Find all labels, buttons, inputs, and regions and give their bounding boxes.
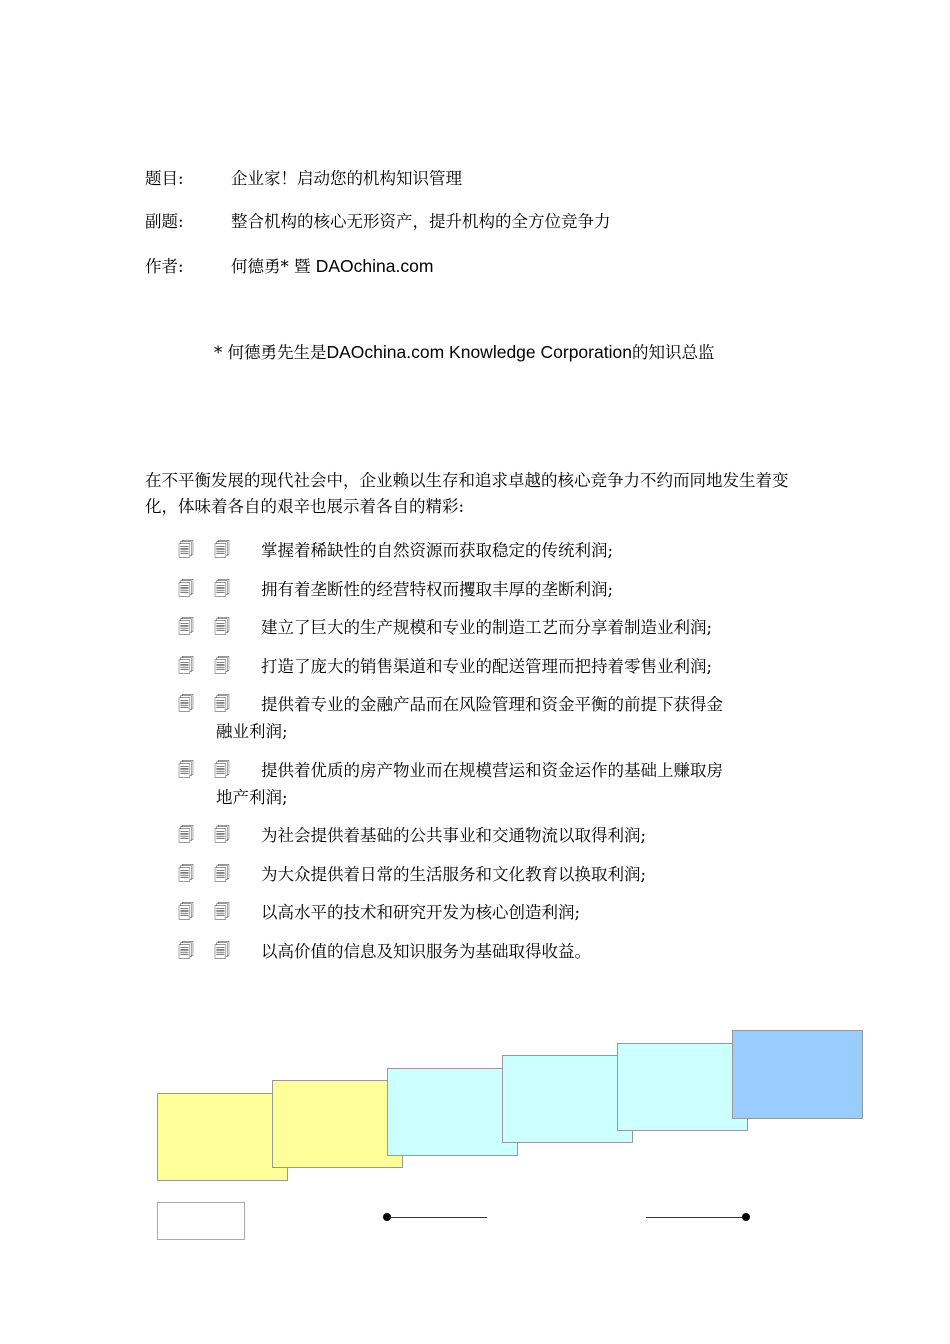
footnote xyxy=(214,340,714,365)
intro-paragraph: 在不平衡发展的现代社会中，企业赖以生存和追求卓越的核心竞争力不约而同地发生着变化，体味着各自的艰辛也展示着各自的精彩: xyxy=(145,471,789,516)
connector-dot-right xyxy=(742,1213,750,1221)
document-pages-icon: 🗐 xyxy=(214,940,230,960)
bullet-text: 提供着优质的房产物业而在规模营运和资金运作的基础上赚取房 xyxy=(261,760,723,780)
stair-block-2 xyxy=(272,1080,403,1168)
document-pages-icon: 🗐 xyxy=(178,617,194,636)
document-pages-icon: 🗐 xyxy=(178,694,194,713)
footnote-prefix: * 何德勇先生是 xyxy=(214,343,327,362)
subtitle-label: 副题: xyxy=(145,212,184,231)
document-pages-icon: 🗐 xyxy=(178,540,194,559)
bullet-item xyxy=(178,614,818,641)
document-pages-icon: 🗐 xyxy=(178,863,194,883)
document-pages-icon: 🗐 xyxy=(178,759,194,779)
bullet-list xyxy=(178,537,818,976)
bullet-text: 以高价值的信息及知识服务为基础取得收益。 xyxy=(261,941,591,961)
document-pages-icon: 🗐 xyxy=(214,694,230,713)
bullet-text-continued: 地产利润; xyxy=(216,787,288,807)
stair-block-6 xyxy=(732,1030,863,1119)
bullet-text: 拥有着垄断性的经营特权而攫取丰厚的垄断利润; xyxy=(261,579,614,599)
bullet-text-continued: 融业利润; xyxy=(216,722,288,741)
document-pages-icon: 🗐 xyxy=(178,902,194,921)
empty-label-box xyxy=(157,1202,245,1240)
footnote-company: DAOchina.com Knowledge Corporation xyxy=(326,342,632,362)
stair-block-5 xyxy=(617,1043,748,1131)
bullet-item xyxy=(178,653,818,680)
document-pages-icon: 🗐 xyxy=(178,578,194,598)
document-pages-icon: 🗐 xyxy=(178,940,194,960)
bullet-text: 打造了庞大的销售渠道和专业的配送管理而把持着零售业利润; xyxy=(261,656,713,676)
author-conjunction: 暨 xyxy=(294,257,311,276)
bullet-item xyxy=(178,691,818,745)
title-value: 企业家！启动您的机构知识管理 xyxy=(231,169,462,188)
bullet-item xyxy=(178,938,818,965)
title-label: 题目: xyxy=(145,169,184,188)
document-pages-icon: 🗐 xyxy=(214,540,230,559)
bullet-text: 掌握着稀缺性的自然资源而获取稳定的传统利润; xyxy=(261,541,614,560)
connector-line-right xyxy=(646,1217,744,1218)
title-row xyxy=(145,167,462,191)
stair-block-3 xyxy=(387,1068,518,1156)
bullet-item xyxy=(178,899,818,926)
document-pages-icon: 🗐 xyxy=(214,863,230,883)
author-row xyxy=(145,254,433,278)
document-pages-icon: 🗐 xyxy=(178,825,194,844)
document-pages-icon: 🗐 xyxy=(214,578,230,598)
stair-block-1 xyxy=(157,1093,288,1181)
bullet-text: 为大众提供着日常的生活服务和文化教育以换取利润; xyxy=(261,864,647,884)
subtitle-value: 整合机构的核心无形资产，提升机构的全方位竞争力 xyxy=(231,212,611,231)
subtitle-row xyxy=(145,210,611,234)
stair-block-4 xyxy=(502,1055,633,1143)
author-name: 何德勇* xyxy=(231,257,289,276)
footnote-suffix: 的知识总监 xyxy=(631,343,715,362)
bullet-item xyxy=(178,757,818,811)
bullet-item xyxy=(178,537,818,564)
bullet-item xyxy=(178,861,818,888)
bullet-item xyxy=(178,576,818,603)
document-pages-icon: 🗐 xyxy=(214,617,230,636)
author-org: DAOchina.com xyxy=(315,256,434,276)
author-label: 作者: xyxy=(145,257,184,276)
bullet-text: 建立了巨大的生产规模和专业的制造工艺而分享着制造业利润; xyxy=(261,618,713,637)
document-pages-icon: 🗐 xyxy=(214,759,230,779)
bullet-item xyxy=(178,822,818,849)
bullet-text: 为社会提供着基础的公共事业和交通物流以取得利润; xyxy=(261,826,647,845)
document-pages-icon: 🗐 xyxy=(214,902,230,921)
bullet-text: 以高水平的技术和研究开发为核心创造利润; xyxy=(261,903,581,922)
document-pages-icon: 🗐 xyxy=(214,655,230,675)
bullet-text: 提供着专业的金融产品而在风险管理和资金平衡的前提下获得金 xyxy=(261,695,723,714)
document-pages-icon: 🗐 xyxy=(178,655,194,675)
document-pages-icon: 🗐 xyxy=(214,825,230,844)
connector-line-left xyxy=(389,1217,487,1218)
